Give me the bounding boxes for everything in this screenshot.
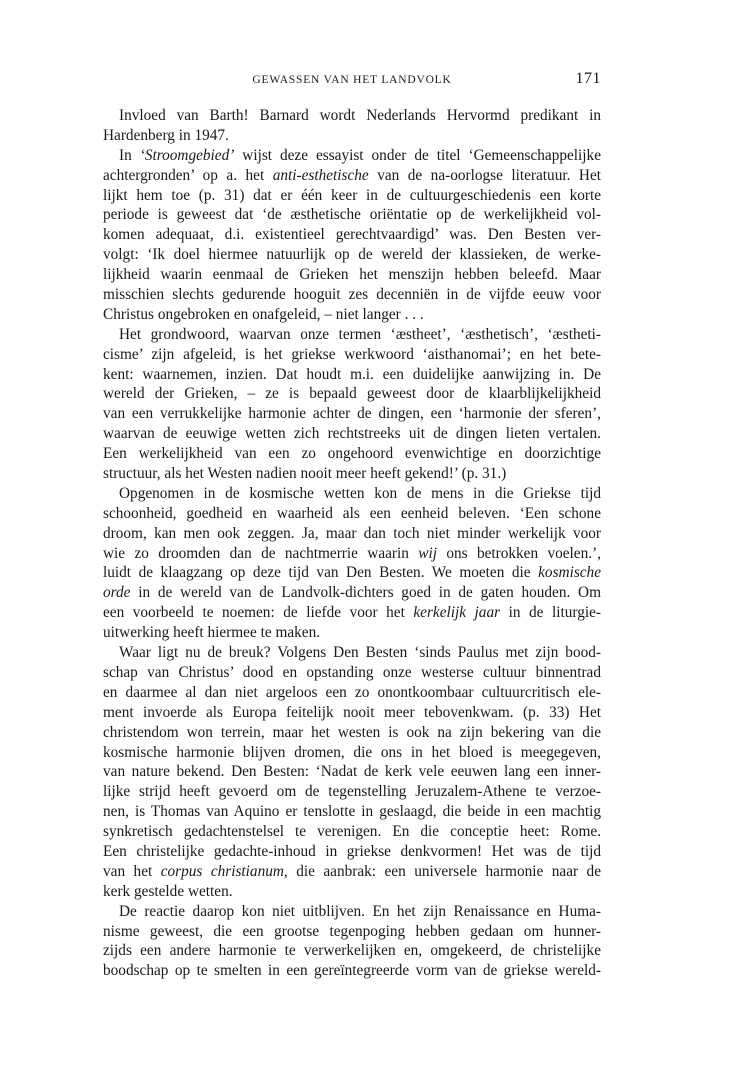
text-segment: een voorbeeld te noemen: de liefde voor het (103, 604, 414, 622)
text-line (103, 126, 601, 146)
text-segment: ment invoerde als Europa feitelijk nooit meer tebovenkwam. (p. 33) Het (103, 703, 601, 721)
text-segment: cisme’ zijn afgeleid, is het griekse werkwoord ‘aisthanomai’; en het bete- (103, 345, 601, 363)
text-line (103, 305, 601, 325)
text-segment: lijkheid waarin eenmaal de Grieken het menszijn hebben beleefd. Maar (103, 266, 601, 284)
text-segment: Een christelijke gedachte-inhoud in griekse denkvormen! Het was de tijd (103, 842, 601, 860)
text-line (103, 146, 601, 166)
text-segment: komen adequaat, d.i. existentieel gerechtvaardigd’ was. Den Besten ver- (103, 226, 601, 244)
text-line (103, 822, 601, 842)
text-line (103, 782, 601, 802)
text-segment: zijds een andere harmonie te verwerkelijken en, omgekeerd, de christelijke (103, 942, 601, 960)
text-segment: misschien slechts gedurende hooguit zes decenniën in de vijfde eeuw voor (103, 286, 601, 304)
text-line (103, 762, 601, 782)
text-line (103, 941, 601, 961)
text-segment: Invloed van Barth! Barnard wordt Nederlands Hervormd predikant in (119, 107, 601, 124)
text-segment: lijkt hem toe (p. 31) dat er één keer in de cultuurgeschiedenis een korte (103, 186, 601, 204)
text-segment: luidt de klaagzang op deze tijd van Den Besten. We moeten die (103, 564, 539, 582)
text-line (103, 365, 601, 385)
text-line (103, 544, 601, 564)
text-line (103, 643, 601, 663)
text-segment: In (119, 146, 140, 164)
text-segment: wijst deze essayist onder de titel ‘Gemeenschappelijke (234, 146, 601, 164)
text-line (103, 862, 601, 882)
text-segment: uitwerking heeft hiermee te maken. (103, 624, 321, 642)
text-line (103, 444, 601, 464)
text-line (103, 663, 601, 683)
text-segment: van nature bekend. Den Besten: ‘Nadat de kerk vele eeuwen lang een inner- (103, 763, 601, 781)
running-title: GEWASSEN VAN HET LANDVOLK (252, 74, 452, 86)
text-segment: structuur, als het Westen nadien nooit meer heeft gekend!’ (p. 31.) (103, 465, 507, 483)
text-line (103, 504, 601, 524)
text-line (103, 106, 601, 126)
text-line (103, 524, 601, 544)
text-line (103, 265, 601, 285)
italic-text: kosmische (538, 564, 601, 582)
text-segment: in de wereld van de Landvolk-dichters goed in de gaten houden. Om (130, 584, 601, 602)
italic-text: kerkelijk jaar (413, 604, 501, 622)
text-line (103, 384, 601, 404)
text-segment: De reactie daarop kon niet uitblijven. En het zijn Renaissance en Huma- (119, 902, 601, 920)
text-segment: Christus ongebroken en onafgeleid, – niet langer . . . (103, 305, 424, 323)
text-segment: periode is geweest dat ‘de æsthetische oriëntatie op de werkelijkheid vol- (103, 206, 601, 224)
text-segment: kent: waarnemen, inzien. Dat houdt m.i. een duidelijke aanwijzing in. De (103, 365, 601, 383)
text-line (103, 404, 601, 424)
text-line (103, 603, 601, 623)
text-segment: van de na-oorlogse literatuur. Het (368, 166, 601, 184)
text-line (103, 205, 601, 225)
text-segment: Een werkelijkheid van een zo ongehoord evenwichtige en doorzichtige (103, 445, 601, 463)
text-segment: in de liturgie- (500, 604, 601, 622)
text-line (103, 166, 601, 186)
italic-text: orde (103, 584, 131, 602)
text-segment: droom, kan men ook zeggen. Ja, maar dan toch niet minder werkelijk voor (103, 524, 601, 542)
text-line (103, 464, 601, 484)
text-line (103, 842, 601, 862)
text-segment: schoonheid, goedheid en waarheid als een eenheid beleven. ‘Een schone (103, 504, 601, 522)
text-segment: achtergronden’ op a. het (103, 166, 273, 184)
text-line (103, 802, 601, 822)
text-segment: volgt: ‘Ik doel hiermee natuurlijk op de wereld der klassieken, de werke- (103, 246, 601, 264)
text-line (103, 225, 601, 245)
text-line (103, 961, 601, 981)
text-segment: van een verrukkelijke harmonie achter de dingen, een ‘harmonie der sferen’, (103, 405, 601, 423)
text-segment: nen, is Thomas van Aquino er tenslotte in geslaagd, die beide in een machtig (103, 803, 601, 821)
text-line (103, 484, 601, 504)
text-line (103, 245, 601, 265)
text-segment: Het grondwoord, waarvan onze termen ‘æstheet’, ‘æsthetisch’, ‘æstheti- (119, 325, 601, 343)
text-line (103, 285, 601, 305)
text-line (103, 623, 601, 643)
body-text (103, 106, 601, 981)
text-segment: synkretisch gedachtenstelsel te verenigen. En die conceptie heet: Rome. (103, 823, 601, 841)
text-segment: kerk gestelde wetten. (103, 882, 233, 900)
italic-text: corpus christianum, (160, 862, 288, 880)
text-segment: ons betrokken voelen.’, (436, 544, 601, 562)
page-number: 171 (575, 70, 601, 87)
text-line (103, 703, 601, 723)
text-segment: wie zo droomden dan de nachtmerrie waarin (103, 544, 419, 562)
text-line (103, 345, 601, 365)
text-line (103, 424, 601, 444)
text-line (103, 325, 601, 345)
text-line (103, 683, 601, 703)
text-line (103, 882, 601, 902)
text-segment: lijke strijd heeft gevoerd om de tegenstelling Jeruzalem-Athene te verzoe- (103, 783, 601, 801)
text-segment: kosmische harmonie blijven dromen, die ons in het bloed is meegegeven, (103, 743, 601, 761)
text-line (103, 743, 601, 763)
text-line (103, 902, 601, 922)
italic-text: wij (418, 544, 437, 562)
running-head (103, 70, 601, 90)
text-segment: waarvan de eeuwige wetten zich rechtstreeks uit de dingen lieten vertalen. (103, 425, 601, 443)
text-segment: wereld der Grieken, – ze is bepaald geweest door de klaarblijkelijkheid (103, 385, 601, 403)
italic-text: ‘Stroomgebied’ (139, 146, 235, 164)
text-segment: boodschap op te smelten in een gereïntegreerde vorm van de griekse wereld- (103, 962, 601, 980)
text-line (103, 723, 601, 743)
italic-text: anti-esthetische (272, 166, 369, 184)
text-segment: die aanbrak: een universele harmonie naar de (287, 862, 601, 880)
text-segment: schap van Christus’ dood en opstanding onze westerse cultuur binnentrad (103, 663, 601, 681)
text-line (103, 186, 601, 206)
text-line (103, 922, 601, 942)
text-segment: Opgenomen in de kosmische wetten kon de mens in die Griekse tijd (119, 484, 601, 502)
text-line (103, 583, 601, 603)
text-segment: Waar ligt nu de breuk? Volgens Den Besten ‘sinds Paulus met zijn bood- (119, 644, 601, 662)
text-segment: christendom won terrein, maar het westen is ook na zijn bekering van die (103, 723, 601, 741)
text-line (103, 563, 601, 583)
text-segment: nisme geweest, die een grootse tegenpoging hebben gedaan om hunner- (103, 922, 601, 940)
text-segment: Hardenberg in 1947. (103, 126, 229, 144)
text-segment: en daarmee al dan niet argeloos een zo onontkoombaar cultuurcritisch ele- (103, 683, 601, 701)
text-segment: van het (103, 862, 161, 880)
